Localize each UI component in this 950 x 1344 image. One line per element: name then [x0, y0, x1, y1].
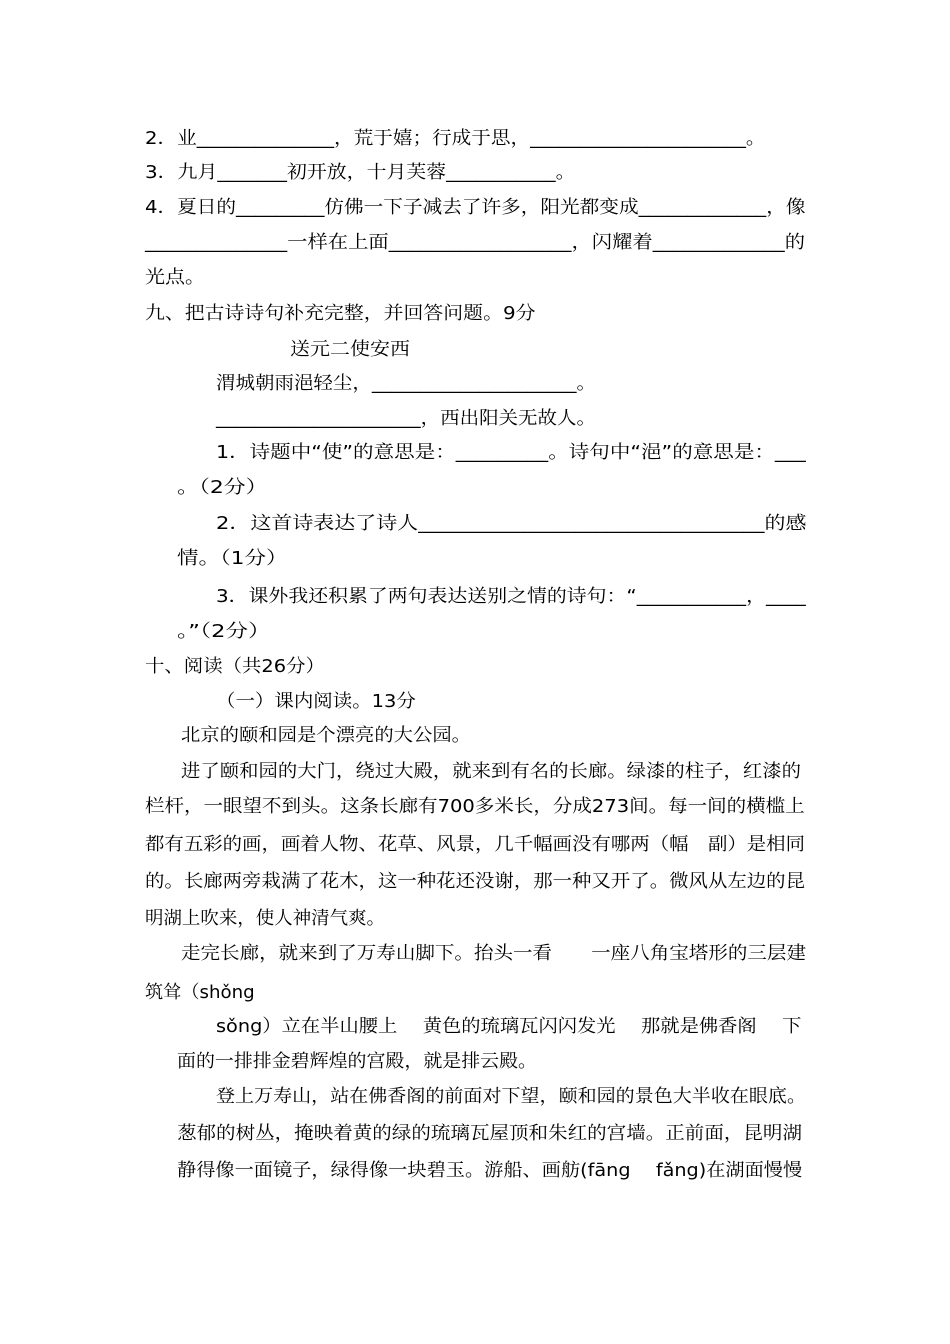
passage-line-5: 的。长廊两旁栽满了花木，这一种花还没谢，那一种又开了。微风从左边的昆	[145, 871, 805, 892]
poem-line-2: _____________________，西出阳关无故人。	[216, 408, 596, 429]
fill-blank-2: 2．业______________，荒于嬉；行成于思，______________________。	[145, 128, 766, 149]
passage-line-1: 北京的颐和园是个漂亮的大公园。	[181, 725, 471, 746]
passage-line-6: 明湖上吹来，使人神清气爽。	[145, 908, 385, 929]
section-9-heading: 九、把古诗诗句补充完整，并回答问题。9分	[145, 303, 536, 324]
question-3-line-2: 。”（2分）	[177, 621, 271, 642]
fill-blank-4-line-1: 4．夏日的_________仿佛一下子减去了许多，阳光都变成_____________，像	[145, 197, 806, 218]
poem-line-1: 渭城朝雨浥轻尘，_____________________。	[216, 373, 596, 394]
fill-blank-3: 3．九月_______初开放，十月芙蓉___________。	[145, 162, 576, 183]
fill-blank-4-line-2: ______________一样在上面__________________，闪耀着_____________的	[145, 232, 805, 253]
poem-title: 送元二使安西	[290, 339, 410, 360]
passage-line-3: 栏杆，一眼望不到头。这条长廊有700多米长，分成273间。每一间的横槛上	[145, 796, 805, 817]
passage-line-13: 静得像一面镜子，绿得像一块碧玉。游船、画舫(fāng fǎng)在湖面慢慢	[177, 1160, 803, 1181]
passage-line-9: sǒng）立在半山腰上 黄色的琉璃瓦闪闪发光 那就是佛香阁 下	[216, 1016, 802, 1037]
section-10-heading: 十、阅读（共26分）	[145, 656, 325, 677]
question-1-line-1: 1．诗题中“使”的意思是：_________。诗句中“浥”的意思是：___	[216, 442, 806, 463]
passage-line-7: 走完长廊，就来到了万寿山脚下。抬头一看 一座八角宝塔形的三层建	[181, 943, 806, 964]
passage-line-12: 葱郁的树丛，掩映着黄的绿的琉璃瓦屋顶和朱红的宫墙。正前面，昆明湖	[177, 1123, 802, 1144]
question-2-line-1: 2．这首诗表达了诗人_________________________________的感	[216, 513, 807, 534]
question-1-line-2: 。（2分）	[177, 477, 268, 498]
passage-line-4: 都有五彩的画，画着人物、花草、风景，几千幅画没有哪两（幅 副）是相同	[145, 834, 805, 855]
passage-line-10: 面的一排排金碧辉煌的宫殿，就是排云殿。	[177, 1051, 537, 1072]
reading-1-heading: （一）课内阅读。13分	[216, 691, 416, 712]
fill-blank-4-line-3: 光点。	[145, 267, 205, 288]
passage-line-2: 进了颐和园的大门，绕过大殿，就来到有名的长廊。绿漆的柱子，红漆的	[181, 761, 801, 782]
question-2-line-2: 情。（1分）	[177, 548, 288, 569]
passage-line-11: 登上万寿山，站在佛香阁的前面对下望，颐和园的景色大半收在眼底。	[216, 1086, 806, 1107]
question-3-line-1: 3．课外我还积累了两句表达送别之情的诗句：“___________，____	[216, 586, 806, 607]
passage-line-8: 筑耸（shǒng	[145, 982, 255, 1003]
